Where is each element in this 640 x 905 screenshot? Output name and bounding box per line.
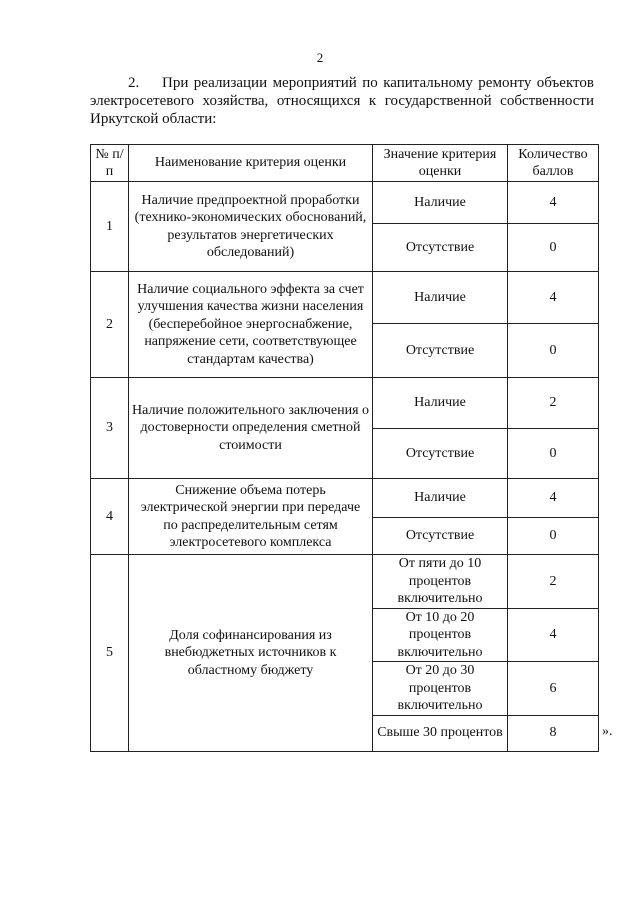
option-score: 0 [508, 518, 599, 555]
option-value: Наличие [373, 182, 508, 224]
option-value: Отсутствие [373, 518, 508, 555]
header-score: Количество баллов [508, 145, 599, 182]
option-score: 4 [508, 272, 599, 324]
header-name: Наименование критерия оценки [129, 145, 373, 182]
row-criterion-name: Снижение объема потерь электрической энергии при передаче по распределительным сетям электросетевого комплекса [129, 479, 373, 555]
option-value: Наличие [373, 479, 508, 518]
option-score: 8 [508, 715, 599, 751]
table-row [91, 272, 599, 324]
option-score: 4 [508, 479, 599, 518]
intro-text: При реализации мероприятий по капитальному ремонту объектов электросетевого хозяйства, относящихся к государственной собственности Иркутской области: [90, 75, 594, 127]
paragraph-number: 2. [128, 75, 140, 91]
row-num: 2 [91, 272, 129, 378]
row-num: 4 [91, 479, 129, 555]
option-score: 6 [508, 662, 599, 716]
row-num: 5 [91, 555, 129, 752]
table-row [91, 479, 599, 518]
option-score: 4 [508, 182, 599, 224]
option-value: Отсутствие [373, 429, 508, 479]
row-criterion-name: Наличие положительного заключения о достоверности определения сметной стоимости [129, 378, 373, 479]
option-value: Наличие [373, 378, 508, 429]
option-value: От 20 до 30 процентов включительно [373, 662, 508, 716]
header-num: № п/п [91, 145, 129, 182]
table-row [91, 182, 599, 224]
option-score: 4 [508, 608, 599, 662]
option-score: 0 [508, 429, 599, 479]
closing-quote-mark: ». [602, 724, 613, 739]
option-score: 2 [508, 378, 599, 429]
option-value: Свыше 30 процентов [373, 715, 508, 751]
table-header-row [91, 145, 599, 182]
option-score: 2 [508, 555, 599, 609]
intro-paragraph [90, 74, 594, 128]
table-row [91, 378, 599, 429]
page-number: 2 [316, 50, 324, 65]
criteria-table [90, 144, 599, 752]
option-score: 0 [508, 324, 599, 378]
row-num: 1 [91, 182, 129, 272]
header-value: Значение критерия оценки [373, 145, 508, 182]
option-value: Наличие [373, 272, 508, 324]
option-score: 0 [508, 224, 599, 272]
option-value: Отсутствие [373, 224, 508, 272]
table-row [91, 555, 599, 609]
row-criterion-name: Наличие предпроектной проработки (технико-экономических обоснований, результатов энергетических обследований) [129, 182, 373, 272]
row-criterion-name: Наличие социального эффекта за счет улучшения качества жизни населения (бесперебойное энергоснабжение, напряжение сети, соответствующее стандартам качества) [129, 272, 373, 378]
option-value: От пяти до 10 процентов включительно [373, 555, 508, 609]
option-value: Отсутствие [373, 324, 508, 378]
row-criterion-name: Доля софинансирования из внебюджетных источников к областному бюджету [129, 555, 373, 752]
row-num: 3 [91, 378, 129, 479]
option-value: От 10 до 20 процентов включительно [373, 608, 508, 662]
